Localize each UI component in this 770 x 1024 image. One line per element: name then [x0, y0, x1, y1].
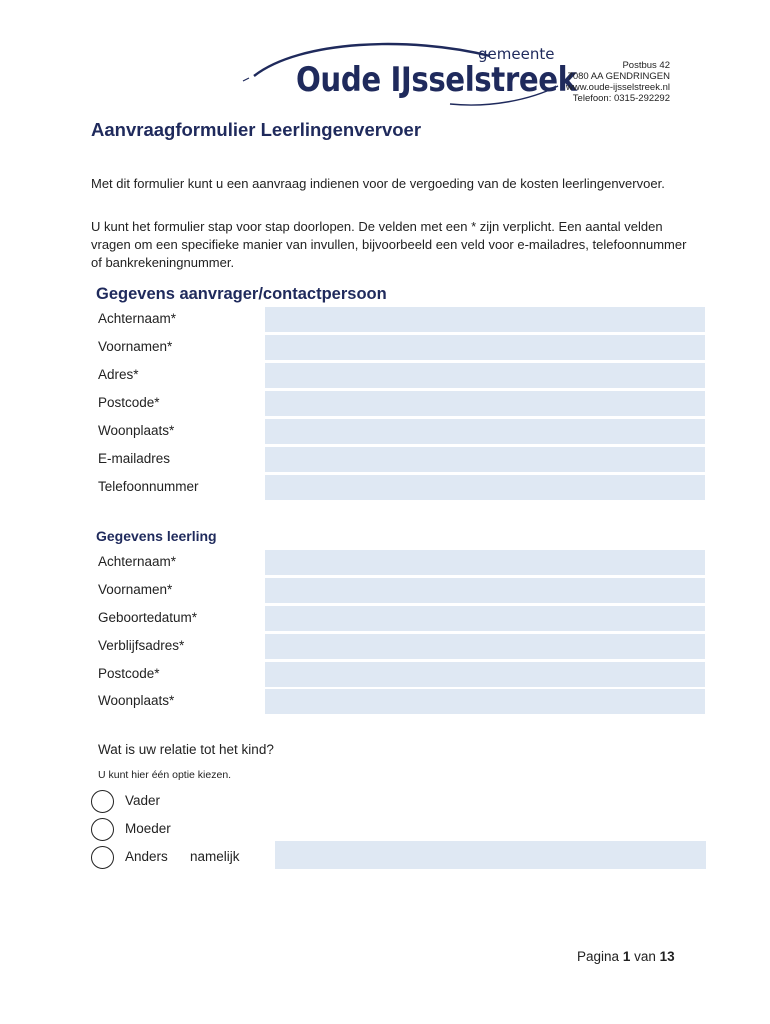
field-label: E-mailadres [98, 451, 171, 466]
radio-button-anders[interactable] [91, 846, 114, 869]
page-current: 1 [622, 949, 631, 964]
radio-label: Vader [125, 793, 161, 808]
field-label: Woonplaats* [98, 693, 175, 708]
form-row [98, 419, 706, 444]
applicant-email-field[interactable] [265, 447, 705, 472]
radio-label: Moeder [125, 821, 171, 836]
student-birthdate-field[interactable] [265, 606, 705, 631]
address-block [510, 60, 670, 104]
field-label: Voornamen* [98, 339, 173, 354]
applicant-city-field[interactable] [265, 419, 705, 444]
form-row [98, 475, 706, 500]
applicant-address-field[interactable] [265, 363, 705, 388]
applicant-lastname-field[interactable] [265, 307, 705, 332]
form-row [98, 689, 706, 714]
applicant-postcode-field[interactable] [265, 391, 705, 416]
page-sep: van [634, 949, 656, 964]
applicant-firstnames-field[interactable] [265, 335, 705, 360]
radio-button-vader[interactable] [91, 790, 114, 813]
radio-option[interactable] [91, 790, 706, 816]
field-label: Achternaam* [98, 311, 177, 326]
form-row [98, 447, 706, 472]
field-label: Adres* [98, 367, 139, 382]
field-label: Geboortedatum* [98, 610, 198, 625]
student-postcode-field[interactable] [265, 662, 705, 687]
relation-hint: U kunt hier één optie kiezen. [98, 769, 232, 781]
section-title-student: Gegevens leerling [96, 528, 217, 544]
page-total: 13 [659, 949, 675, 964]
field-label: Telefoonnummer [98, 479, 199, 494]
student-firstnames-field[interactable] [265, 578, 705, 603]
address-line: 7080 AA GENDRINGEN [567, 71, 670, 82]
field-label: Postcode* [98, 666, 160, 681]
radio-label: Anders [125, 849, 168, 864]
radio-button-moeder[interactable] [91, 818, 114, 841]
page-prefix: Pagina [577, 949, 620, 964]
address-line: Telefoon: 0315-292292 [572, 93, 670, 104]
form-row [98, 363, 706, 388]
form-row [98, 606, 706, 631]
field-label: Woonplaats* [98, 423, 175, 438]
student-city-field[interactable] [265, 689, 705, 714]
student-lastname-field[interactable] [265, 550, 705, 575]
intro-paragraph: U kunt het formulier stap voor stap doorlopen. De velden met een * zijn verplicht. Een aantal velden vragen om een specifieke manier van invullen, bijvoorbeeld een veld voor e-mailadres, telefoonnummer of bankrekeningnummer. [91, 219, 687, 270]
page-number [577, 949, 675, 964]
field-label: Achternaam* [98, 554, 177, 569]
relation-question: Wat is uw relatie tot het kind? [98, 742, 274, 757]
intro-paragraph: Met dit formulier kunt u een aanvraag indienen voor de vergoeding van de kosten leerlingenvervoer. [91, 176, 665, 191]
form-row [98, 550, 706, 575]
form-row [98, 391, 706, 416]
address-line: Postbus 42 [622, 60, 670, 71]
other-label: namelijk [190, 849, 240, 864]
form-row [98, 307, 706, 332]
other-relation-field[interactable] [275, 841, 706, 869]
form-row [98, 335, 706, 360]
field-label: Postcode* [98, 395, 160, 410]
address-line: www.oude-ijsselstreek.nl [565, 82, 670, 93]
form-row [98, 634, 706, 659]
page-title: Aanvraagformulier Leerlingenvervoer [91, 119, 422, 140]
logo-name: Oude IJsselstreek [296, 60, 577, 100]
form-row [98, 662, 706, 687]
radio-option[interactable] [91, 846, 706, 872]
applicant-phone-field[interactable] [265, 475, 705, 500]
section-title-applicant: Gegevens aanvrager/contactpersoon [96, 285, 387, 303]
student-residence-field[interactable] [265, 634, 705, 659]
form-row [98, 578, 706, 603]
logo-small-text: gemeente [478, 45, 555, 63]
field-label: Verblijfsadres* [98, 638, 185, 653]
field-label: Voornamen* [98, 582, 173, 597]
